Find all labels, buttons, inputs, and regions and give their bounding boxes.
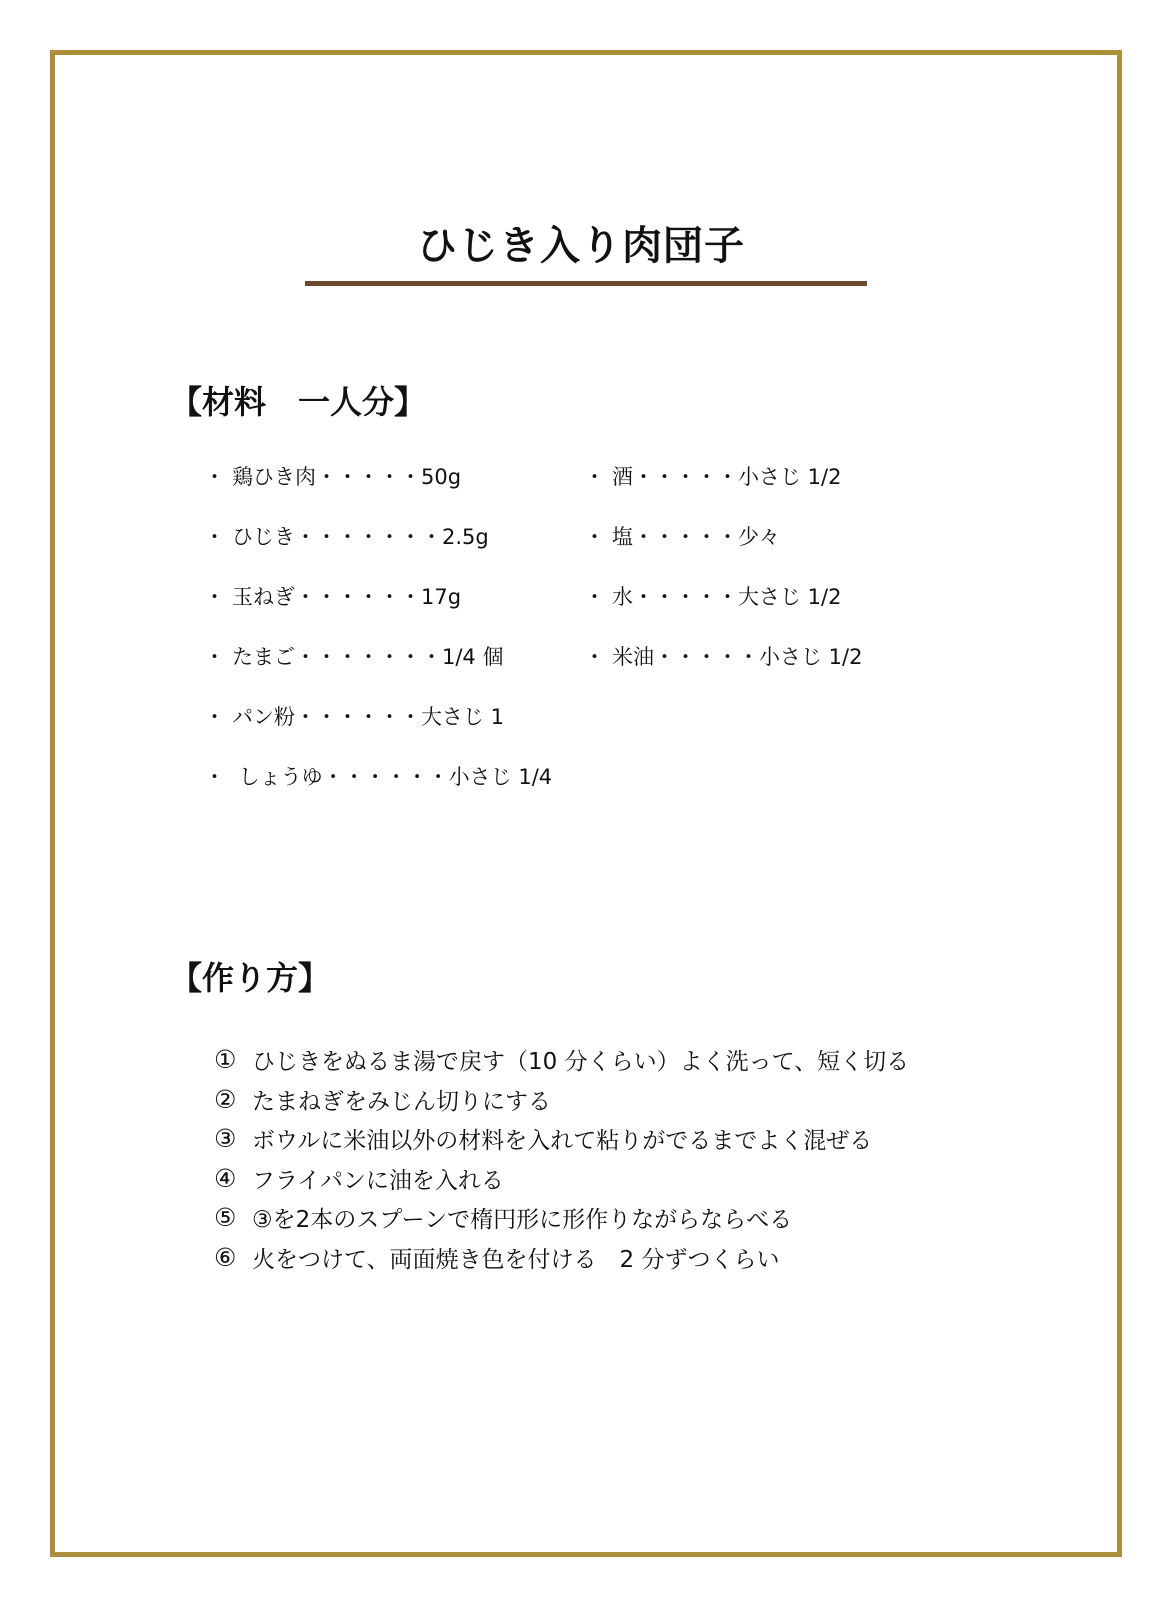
step-number: ① — [214, 1045, 237, 1075]
step-text: フライパンに油を入れる — [252, 1167, 504, 1194]
step-number: ② — [214, 1084, 237, 1114]
bullet-icon: ・ — [204, 525, 225, 549]
ingredient-item — [584, 642, 862, 702]
ingredient-item — [204, 762, 552, 822]
title-underline — [305, 281, 867, 286]
method-step — [214, 1198, 909, 1238]
ingredients-heading: 【材料 一人分】 — [170, 383, 427, 421]
ingredients-list-left — [204, 462, 552, 822]
step-number: ⑥ — [214, 1242, 237, 1272]
ingredient-text: 米油・・・・・小さじ 1/2 — [612, 645, 863, 669]
bullet-icon: ・ — [584, 525, 605, 549]
step-text: ひじきをぬるま湯で戻す（10 分くらい）よく洗って、短く切る — [252, 1049, 910, 1076]
ingredient-text: たまご・・・・・・・1/4 個 — [232, 645, 504, 669]
ingredient-item — [204, 522, 552, 582]
ingredient-text: ひじき・・・・・・・2.5g — [232, 525, 489, 549]
ingredient-item — [204, 582, 552, 642]
ingredient-text: 鶏ひき肉・・・・・50g — [232, 465, 462, 489]
ingredient-text: 塩・・・・・少々 — [612, 525, 780, 549]
step-text: 火をつけて、両面焼き色を付ける 2 分ずつくらい — [252, 1246, 780, 1273]
bullet-icon: ・ — [584, 585, 605, 609]
method-step — [214, 1080, 909, 1120]
bullet-icon: ・ — [204, 585, 225, 609]
ingredient-item — [584, 522, 862, 582]
step-number: ③ — [214, 1124, 237, 1154]
method-heading: 【作り方】 — [170, 959, 331, 997]
ingredient-item — [204, 462, 552, 522]
bullet-icon: ・ — [584, 465, 605, 489]
recipe-title: ひじき入り肉団子 — [417, 223, 745, 269]
bullet-icon: ・ — [204, 765, 225, 789]
step-text: ③を2本のスプーンで楕円形に形作りながらならべる — [252, 1207, 793, 1234]
ingredient-text: 玉ねぎ・・・・・・17g — [232, 585, 462, 609]
method-steps-list — [214, 1040, 909, 1277]
method-step — [214, 1159, 909, 1199]
step-text: たまねぎをみじん切りにする — [252, 1088, 551, 1115]
method-step — [214, 1040, 909, 1080]
method-step — [214, 1119, 909, 1159]
ingredient-text: パン粉・・・・・・大さじ 1 — [232, 705, 505, 729]
step-number: ④ — [214, 1163, 237, 1193]
bullet-icon: ・ — [584, 645, 605, 669]
ingredient-item — [204, 702, 552, 762]
step-text: ボウルに米油以外の材料を入れて粘りがでるまでよく混ぜる — [252, 1128, 873, 1155]
ingredient-item — [584, 582, 862, 642]
ingredient-text: しょうゆ・・・・・・小さじ 1/4 — [232, 765, 553, 789]
bullet-icon: ・ — [204, 645, 225, 669]
step-number: ⑤ — [214, 1203, 237, 1233]
ingredient-item — [584, 462, 862, 522]
ingredient-item — [204, 642, 552, 702]
bullet-icon: ・ — [204, 465, 225, 489]
ingredients-list-right — [584, 462, 862, 702]
ingredient-text: 水・・・・・大さじ 1/2 — [612, 585, 842, 609]
ingredient-text: 酒・・・・・小さじ 1/2 — [612, 465, 842, 489]
method-step — [214, 1238, 909, 1278]
bullet-icon: ・ — [204, 705, 225, 729]
